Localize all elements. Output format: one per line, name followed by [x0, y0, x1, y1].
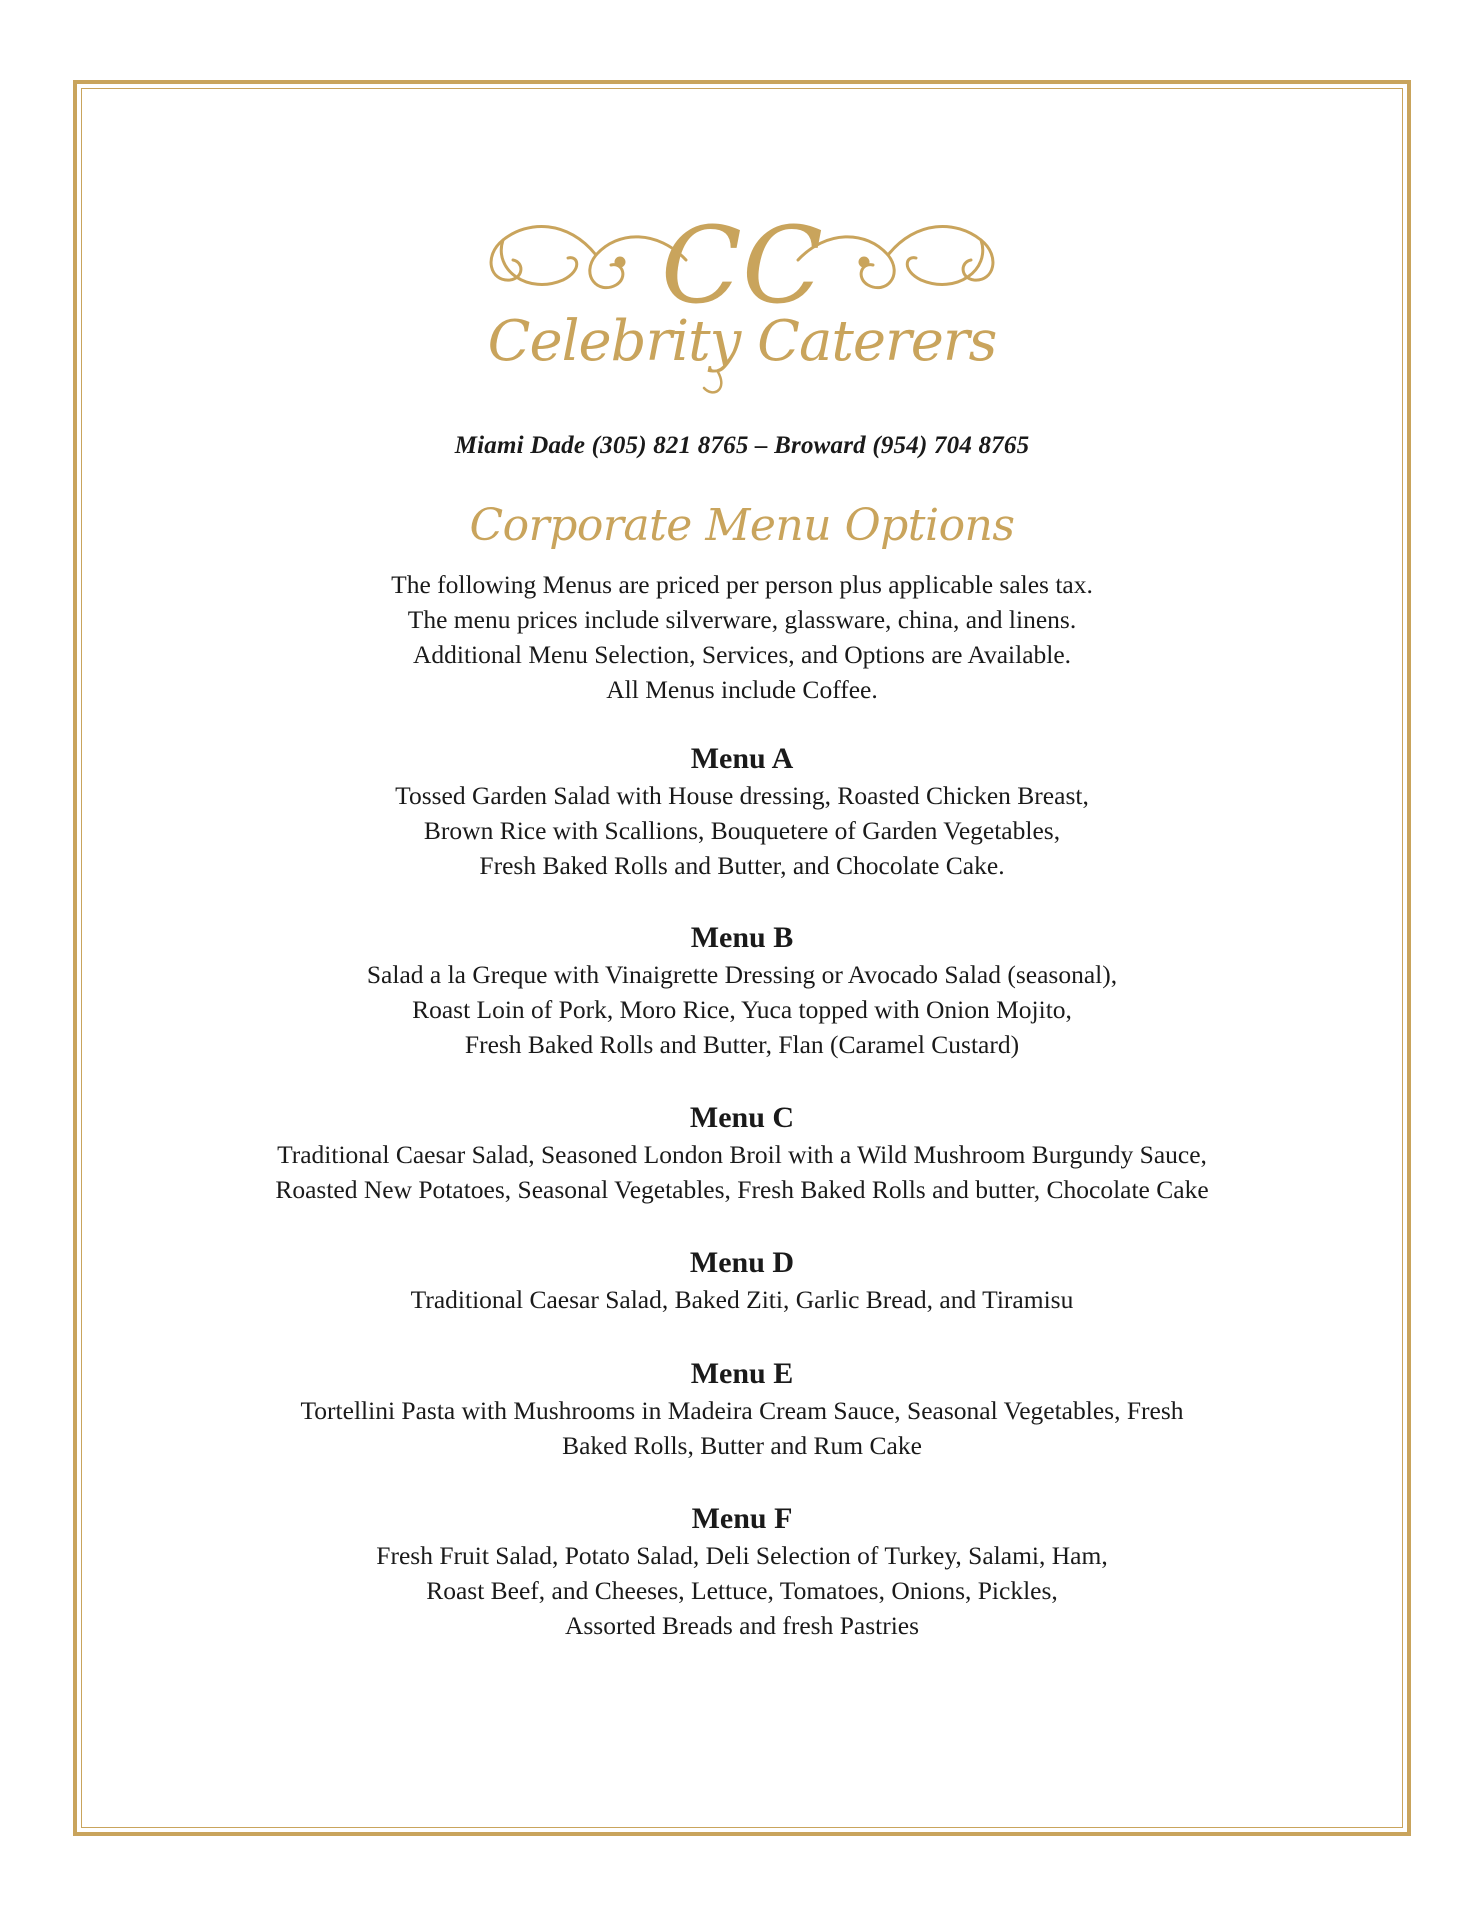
- celebrity-caterers-logo: [468, 200, 1016, 400]
- menu-title: Menu A: [690, 742, 794, 775]
- menu-a-section: [0, 740, 1484, 883]
- menu-title: Menu B: [690, 921, 794, 954]
- menu-line: Fresh Baked Rolls and Butter, and Chocolate Cake.: [479, 851, 1005, 880]
- menu-e-section: [0, 1355, 1484, 1463]
- intro-paragraph: [0, 567, 1484, 707]
- menu-line: Roast Loin of Pork, Moro Rice, Yuca topped with Onion Mojito,: [412, 995, 1072, 1024]
- menu-b-section: [0, 919, 1484, 1062]
- intro-line: Additional Menu Selection, Services, and Options are Available.: [412, 640, 1072, 669]
- menu-title: Menu C: [689, 1101, 795, 1134]
- intro-line: The following Menus are priced per person plus applicable sales tax.: [391, 570, 1093, 599]
- menu-title: Menu D: [689, 1246, 795, 1279]
- left-flourish-icon: [491, 226, 686, 287]
- menu-line: Traditional Caesar Salad, Baked Ziti, Garlic Bread, and Tiramisu: [410, 1285, 1074, 1314]
- contact-phone-line: Miami Dade (305) 821 8765 – Broward (954) 704 8765: [454, 432, 1030, 459]
- logo-monogram: CC: [660, 204, 824, 327]
- menu-title: Menu E: [690, 1357, 794, 1390]
- menu-line: Fresh Baked Rolls and Butter, Flan (Caramel Custard): [464, 1030, 1020, 1059]
- menu-title: Menu F: [691, 1502, 793, 1535]
- menu-f-section: [0, 1500, 1484, 1643]
- menu-line: Tortellini Pasta with Mushrooms in Madeira Cream Sauce, Seasonal Vegetables, Fresh: [300, 1396, 1184, 1425]
- menu-line: Brown Rice with Scallions, Bouquetere of Garden Vegetables,: [423, 816, 1061, 845]
- page-title: Corporate Menu Options: [469, 500, 1015, 551]
- menu-line: Assorted Breads and fresh Pastries: [564, 1611, 920, 1640]
- menu-line: Fresh Fruit Salad, Potato Salad, Deli Selection of Turkey, Salami, Ham,: [376, 1541, 1108, 1570]
- menu-c-section: [0, 1099, 1484, 1207]
- right-flourish-icon: [798, 226, 993, 287]
- menu-d-section: [0, 1244, 1484, 1317]
- menu-line: Baked Rolls, Butter and Rum Cake: [562, 1431, 922, 1460]
- menu-line: Tossed Garden Salad with House dressing, Roasted Chicken Breast,: [395, 781, 1089, 810]
- menu-line: Roasted New Potatoes, Seasonal Vegetables, Fresh Baked Rolls and butter, Chocolate Cake: [275, 1175, 1209, 1204]
- menu-line: Salad a la Greque with Vinaigrette Dressing or Avocado Salad (seasonal),: [366, 960, 1118, 989]
- menu-line: Traditional Caesar Salad, Seasoned London Broil with a Wild Mushroom Burgundy Sauce,: [277, 1140, 1207, 1169]
- logo-swash-icon: [704, 372, 721, 392]
- logo-name: Celebrity Caterers: [487, 309, 997, 374]
- menu-line: Roast Beef, and Cheeses, Lettuce, Tomatoes, Onions, Pickles,: [426, 1576, 1058, 1605]
- intro-line: All Menus include Coffee.: [606, 675, 878, 704]
- intro-line: The menu prices include silverware, glassware, china, and linens.: [407, 605, 1077, 634]
